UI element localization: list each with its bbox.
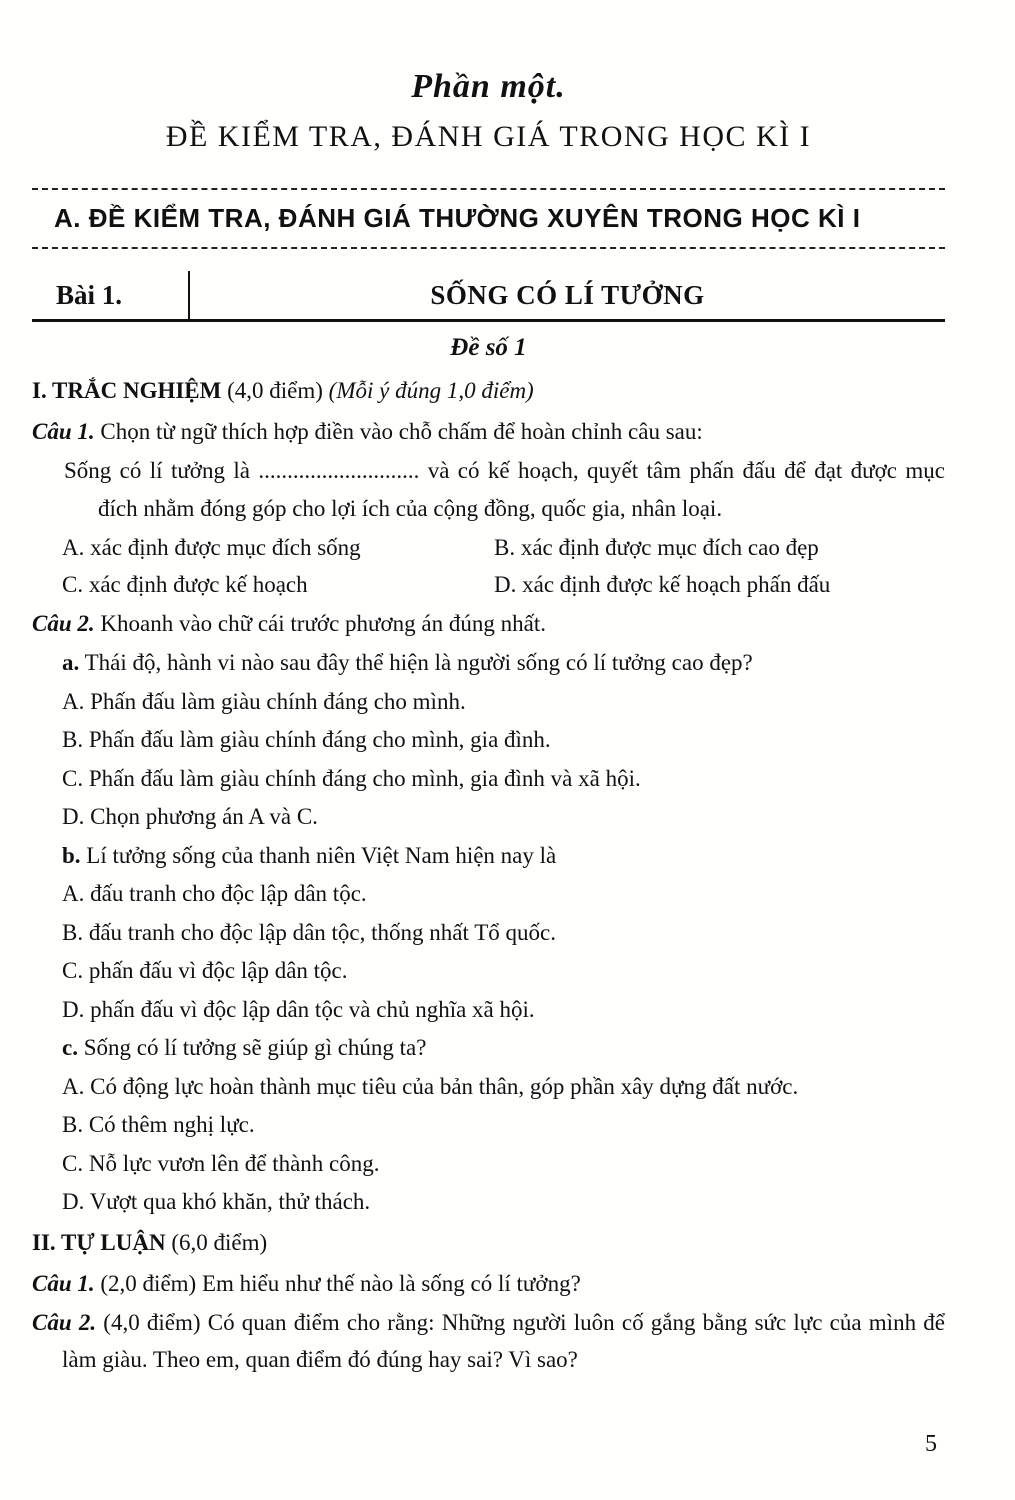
question-1-options xyxy=(62,529,945,603)
section-1-points: (4,0 điểm) xyxy=(221,378,329,403)
section-2-heading xyxy=(32,1224,945,1262)
question-2b xyxy=(62,837,945,875)
option-d: D. Chọn phương án A và C. xyxy=(62,804,318,829)
option-c: C. xác định được kế hoạch xyxy=(62,572,308,597)
lesson-title: SỐNG CÓ LÍ TƯỞNG xyxy=(430,279,705,310)
option-a: A. Phấn đấu làm giàu chính đáng cho mình. xyxy=(62,688,466,714)
option-a: A. xác định được mục đích sống xyxy=(62,535,361,560)
question-2c-text: Sống có lí tưởng sẽ giúp gì chúng ta? xyxy=(77,1035,427,1060)
part-title: Phần một. xyxy=(411,68,566,105)
option-c: C. phấn đấu vì độc lập dân tộc. xyxy=(62,958,348,983)
section-2-points: (6,0 điểm) xyxy=(165,1229,268,1255)
question-2b-label: b. xyxy=(62,842,81,868)
question-1-label: Câu 1. xyxy=(32,419,95,444)
main-heading: ĐỀ KIỂM TRA, ĐÁNH GIÁ TRONG HỌC KÌ I xyxy=(165,120,812,153)
question-2-text: Khoanh vào chữ cái trước phương án đúng nhất. xyxy=(94,611,546,636)
section-1-title: I. TRẮC NGHIỆM xyxy=(32,378,222,403)
exam-number: Đề số 1 xyxy=(450,334,527,361)
option-d: D. Vượt qua khó khăn, thử thách. xyxy=(62,1189,371,1214)
essay-question-2-text: (4,0 điểm) Có quan điểm cho rằng: Những người luôn cố gắng bằng sức lực của mình để làm giàu. Theo em, quan điểm đó đúng hay sai? Vì sao? xyxy=(62,1309,945,1372)
section-2-title: II. TỰ LUẬN xyxy=(32,1229,166,1255)
option-b: B. Phấn đấu làm giàu chính đáng cho mình, gia đình. xyxy=(62,727,551,752)
question-1-text: Chọn từ ngữ thích hợp điền vào chỗ chấm để hoàn chỉnh câu sau: xyxy=(94,419,703,444)
option-b: B. xác định được mục đích cao đẹp xyxy=(494,535,819,560)
question-2a-text: Thái độ, hành vi nào sau đây thể hiện là người sống có lí tưởng cao đẹp? xyxy=(79,650,753,675)
page-number: 5 xyxy=(925,1431,937,1457)
question-2a xyxy=(62,644,945,682)
question-2-label: Câu 2. xyxy=(32,611,95,636)
question-2a-label: a. xyxy=(62,650,80,675)
essay-question-1-text: (2,0 điểm) Em hiểu như thế nào là sống có lí tưởng? xyxy=(94,1270,581,1296)
lesson-label: Bài 1. xyxy=(32,271,190,319)
option-a: A. đấu tranh cho độc lập dân tộc. xyxy=(62,881,367,906)
option-a: A. Có động lực hoàn thành mục tiêu của bản thân, góp phần xây dựng đất nước. xyxy=(62,1073,799,1099)
question-2c-label: c. xyxy=(62,1035,78,1060)
section-1-heading xyxy=(32,372,945,410)
section-a-banner xyxy=(32,188,945,249)
essay-question-1 xyxy=(32,1265,945,1302)
option-b: B. đấu tranh cho độc lập dân tộc, thống nhất Tổ quốc. xyxy=(62,919,556,945)
lesson-header xyxy=(32,271,945,322)
option-d: D. phấn đấu vì độc lập dân tộc và chủ nghĩa xã hội. xyxy=(62,996,535,1022)
option-b: B. Có thêm nghị lực. xyxy=(62,1112,255,1137)
question-2b-text: Lí tưởng sống của thanh niên Việt Nam hiện nay là xyxy=(80,842,557,868)
essay-question-2-label: Câu 2. xyxy=(32,1309,97,1335)
option-c: C. Nỗ lực vươn lên để thành công. xyxy=(62,1150,380,1176)
essay-question-1-label: Câu 1. xyxy=(32,1270,95,1296)
option-c: C. Phấn đấu làm giàu chính đáng cho mình, gia đình và xã hội. xyxy=(62,765,641,791)
question-1-fill-sentence: Sống có lí tưởng là ............................ và có kế hoạch, quyết tâm phấn đấu để đạt được mục đích nhằm đóng góp cho lợi ích của cộng đồng, quốc gia, nhân loại. xyxy=(64,458,945,521)
question-1 xyxy=(32,413,945,450)
section-a-heading: A. ĐỀ KIỂM TRA, ĐÁNH GIÁ THƯỜNG XUYÊN TRONG HỌC KÌ I xyxy=(54,203,861,233)
essay-question-2 xyxy=(32,1304,945,1378)
question-2c xyxy=(62,1029,945,1067)
section-1-note: (Mỗi ý đúng 1,0 điểm) xyxy=(328,378,534,403)
question-2 xyxy=(32,605,945,642)
option-d: D. xác định được kế hoạch phấn đấu xyxy=(494,572,831,597)
